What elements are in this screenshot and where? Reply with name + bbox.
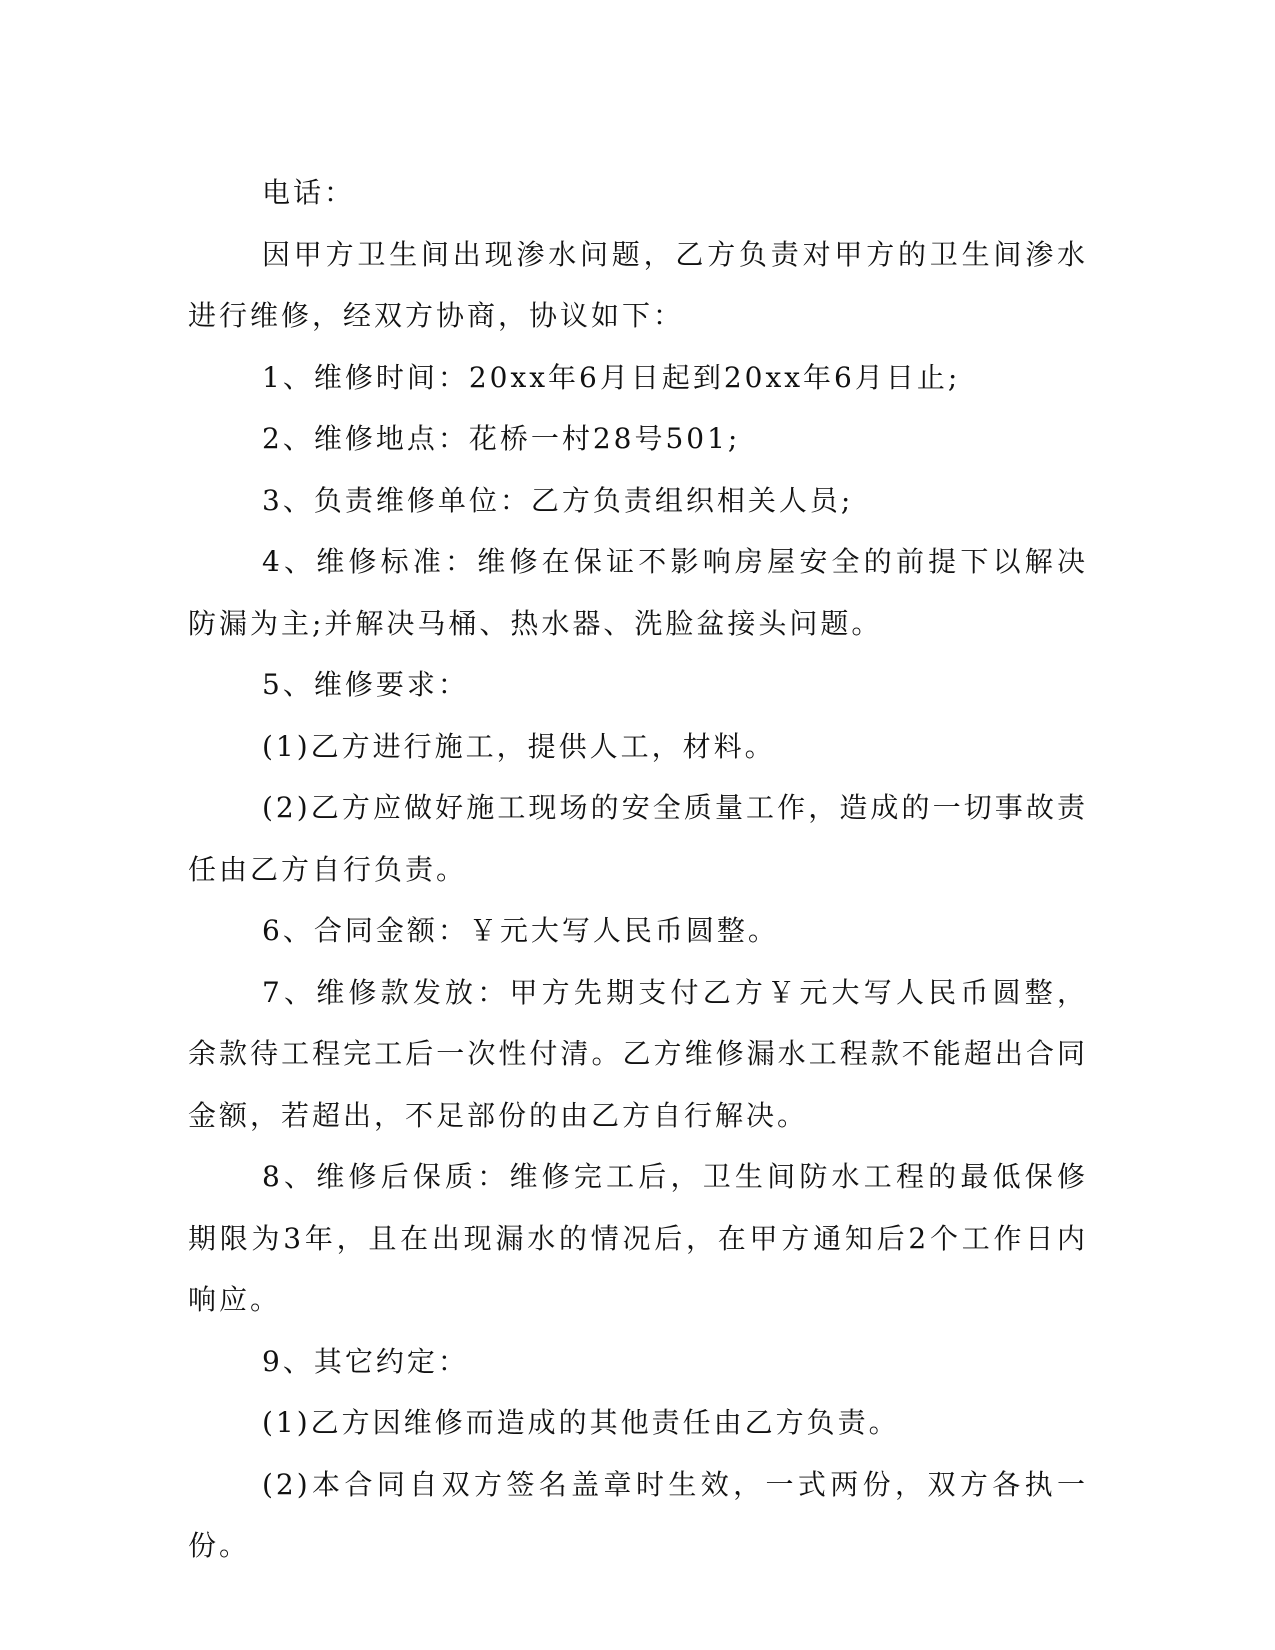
clause-9-item-2: (2)本合同自双方签名盖章时生效，一式两份，双方各执一份。 — [188, 1467, 1088, 1562]
clause-9-other-terms: 9、其它约定： — [262, 1344, 469, 1378]
clause-4-repair-standard: 4、维修标准：维修在保证不影响房屋安全的前提下以解决防漏为主;并解决马桶、热水器、洗脸盆接头问题。 — [188, 545, 1088, 640]
clause-2-repair-location: 2、维修地点：花桥一村28号501; — [262, 422, 741, 455]
document-body — [188, 162, 1088, 1577]
clause-3-responsible-unit: 3、负责维修单位：乙方负责组织相关人员; — [262, 483, 854, 517]
clause-1-repair-time: 1、维修时间：20xx年6月日起到20xx年6月日止; — [262, 360, 961, 394]
clause-6-contract-amount: 6、合同金额：￥元大写人民币圆整。 — [262, 914, 779, 947]
clause-9-item-1: (1)乙方因维修而造成的其他责任由乙方负责。 — [262, 1406, 900, 1439]
clause-8-warranty: 8、维修后保质：维修完工后，卫生间防水工程的最低保修期限为3年，且在出现漏水的情况后，在甲方通知后2个工作日内响应。 — [188, 1160, 1088, 1316]
clause-5-item-2: (2)乙方应做好施工现场的安全质量工作，造成的一切事故责任由乙方自行负责。 — [188, 791, 1088, 886]
clause-5-repair-requirements: 5、维修要求： — [262, 668, 469, 701]
intro-paragraph: 因甲方卫生间出现渗水问题，乙方负责对甲方的卫生间渗水进行维修，经双方协商，协议如下： — [188, 237, 1088, 332]
clause-7-payment: 7、维修款发放：甲方先期支付乙方￥元大写人民币圆整，余款待工程完工后一次性付清。乙方维修漏水工程款不能超出合同金额，若超出，不足部份的由乙方自行解决。 — [188, 975, 1088, 1132]
clause-5-item-1: (1)乙方进行施工，提供人工，材料。 — [262, 729, 776, 763]
phone-line: 电话： — [262, 176, 356, 209]
